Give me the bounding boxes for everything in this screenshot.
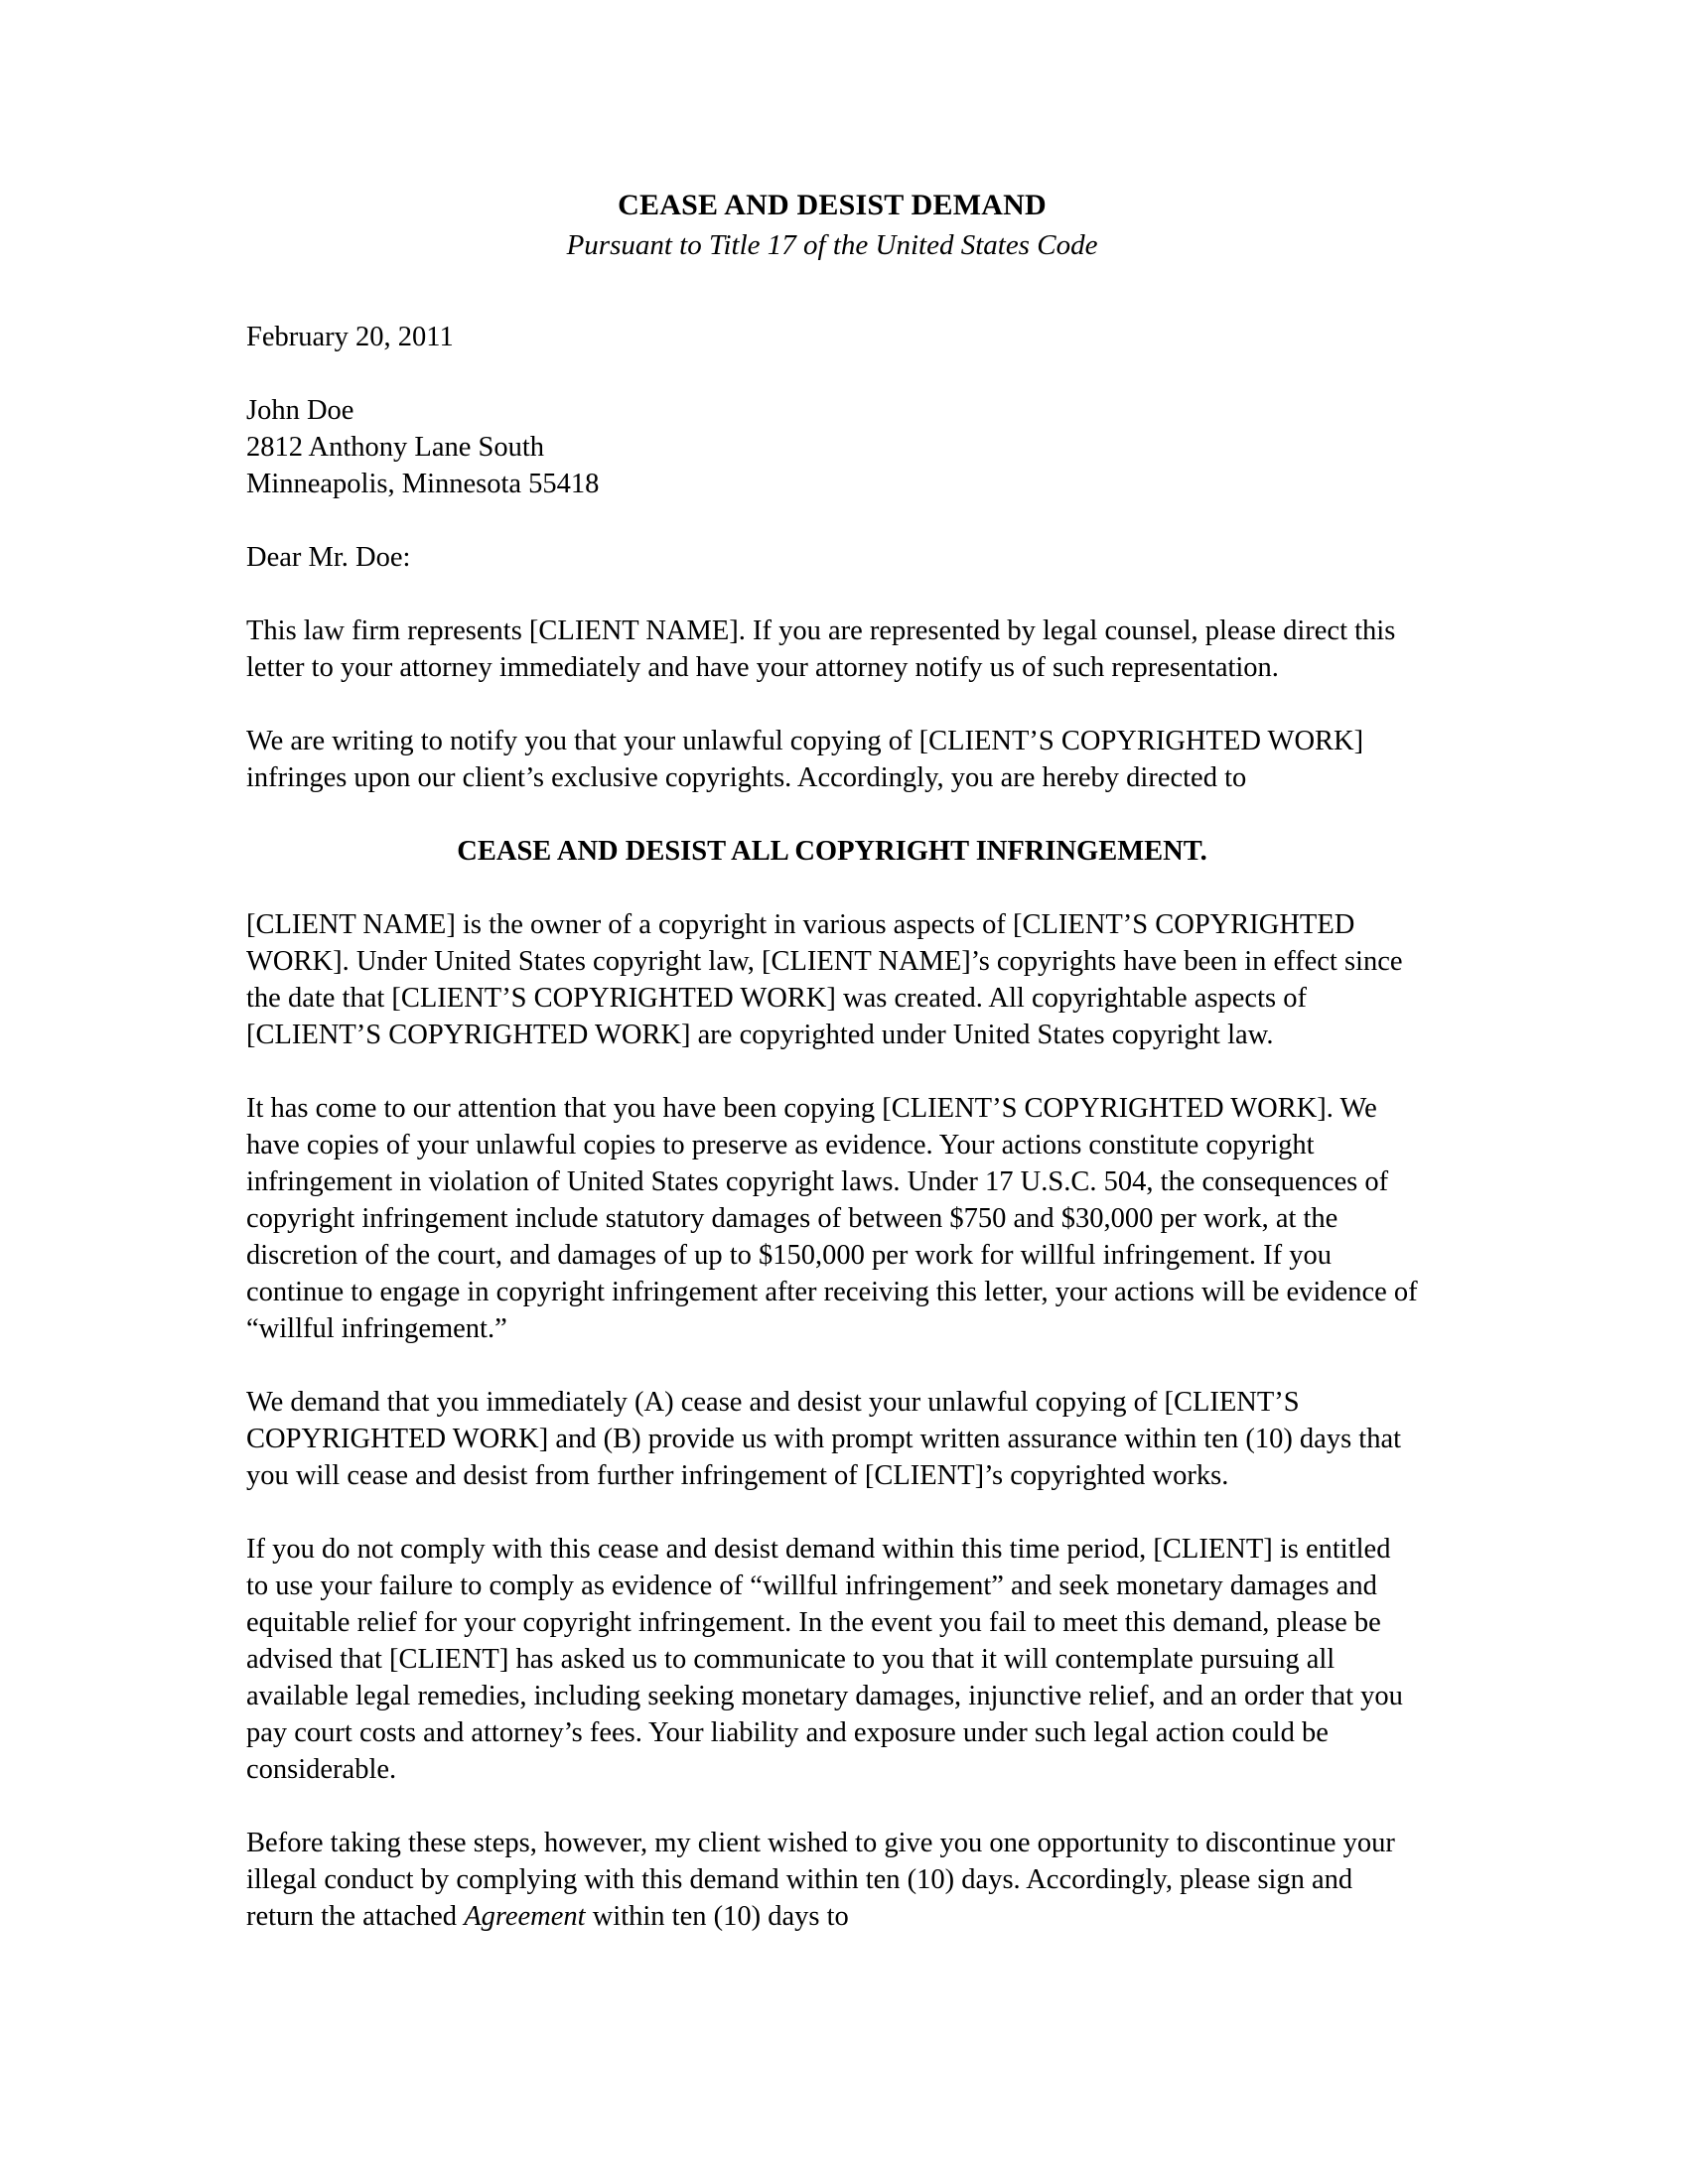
closing-emphasis-agreement: Agreement bbox=[464, 1900, 586, 1932]
recipient-street: 2812 Anthony Lane South bbox=[246, 431, 545, 463]
letter-body bbox=[246, 319, 1418, 1935]
paragraph-closing bbox=[246, 1825, 1418, 1935]
paragraph-noncompliance: If you do not comply with this cease and desist demand within this time period, [CLIENT] is entitled to use your failure to comply as evidence of “willful infringement” and seek monetary damages and equitable relief for your copyright infringement. In the event you fail to meet this demand, please be advised that [CLIENT] has asked us to communicate to you that it will contemplate pursuing all available legal remedies, including seeking monetary damages, injunctive relief, and an order that you pay court costs and attorney’s fees. Your liability and exposure under such legal action could be considerable. bbox=[246, 1533, 1403, 1785]
paragraph-damages: It has come to our attention that you have been copying [CLIENT’S COPYRIGHTED WORK]. We have copies of your unlawful copies to preserve as evidence. Your actions constitute copyright infringement in violation of United States copyright laws. Under 17 U.S.C. 504, the consequences of copyright infringement include statutory damages of between $750 and $30,000 per work, at the discretion of the court, and damages of up to $150,000 per work for willful infringement. If you continue to engage in copyright infringement after receiving this letter, your actions will be evidence of “willful infringement.” bbox=[246, 1092, 1418, 1344]
section-heading-cease-and-desist: CEASE AND DESIST ALL COPYRIGHT INFRINGEMENT. bbox=[457, 835, 1207, 867]
paragraph-ownership: [CLIENT NAME] is the owner of a copyright in various aspects of [CLIENT’S COPYRIGHTED WORK]. Under United States copyright law, [CLIENT NAME]’s copyrights have been in effect since the date that [CLIENT’S COPYRIGHTED WORK] was created. All copyrightable aspects of [CLIENT’S COPYRIGHTED WORK] are copyrighted under United States copyright law. bbox=[246, 908, 1403, 1050]
paragraph-representation: This law firm represents [CLIENT NAME]. If you are represented by legal counsel, please direct this letter to your attorney immediately and have your attorney notify us of such representation. bbox=[246, 614, 1396, 683]
paragraph-notice: We are writing to notify you that your unlawful copying of [CLIENT’S COPYRIGHTED WORK] infringes upon our client’s exclusive copyrights. Accordingly, you are hereby directed to bbox=[246, 725, 1364, 793]
paragraph-demand: We demand that you immediately (A) cease and desist your unlawful copying of [CLIENT’S COPYRIGHTED WORK] and (B) provide us with prompt written assurance within ten (10) days that you will cease and desist from further infringement of [CLIENT]’s copyrighted works. bbox=[246, 1386, 1402, 1491]
closing-text-suffix: within ten (10) days to bbox=[585, 1900, 849, 1932]
page-subtitle: Pursuant to Title 17 of the United States Code bbox=[566, 228, 1098, 261]
recipient-city-state-zip: Minneapolis, Minnesota 55418 bbox=[246, 468, 600, 499]
letter-sheet bbox=[246, 0, 1418, 1963]
salutation: Dear Mr. Doe: bbox=[246, 541, 411, 573]
recipient-address bbox=[246, 392, 1418, 502]
title-block bbox=[246, 189, 1418, 262]
page-title: CEASE AND DESIST DEMAND bbox=[618, 189, 1047, 221]
recipient-name: John Doe bbox=[246, 394, 354, 426]
closing-text-prefix: Before taking these steps, however, my client wished to give you one opportunity to discontinue your illegal conduct by complying with this demand within ten (10) days. Accordingly, please sign and return the attached bbox=[246, 1827, 1395, 1932]
letter-date: February 20, 2011 bbox=[246, 321, 454, 352]
